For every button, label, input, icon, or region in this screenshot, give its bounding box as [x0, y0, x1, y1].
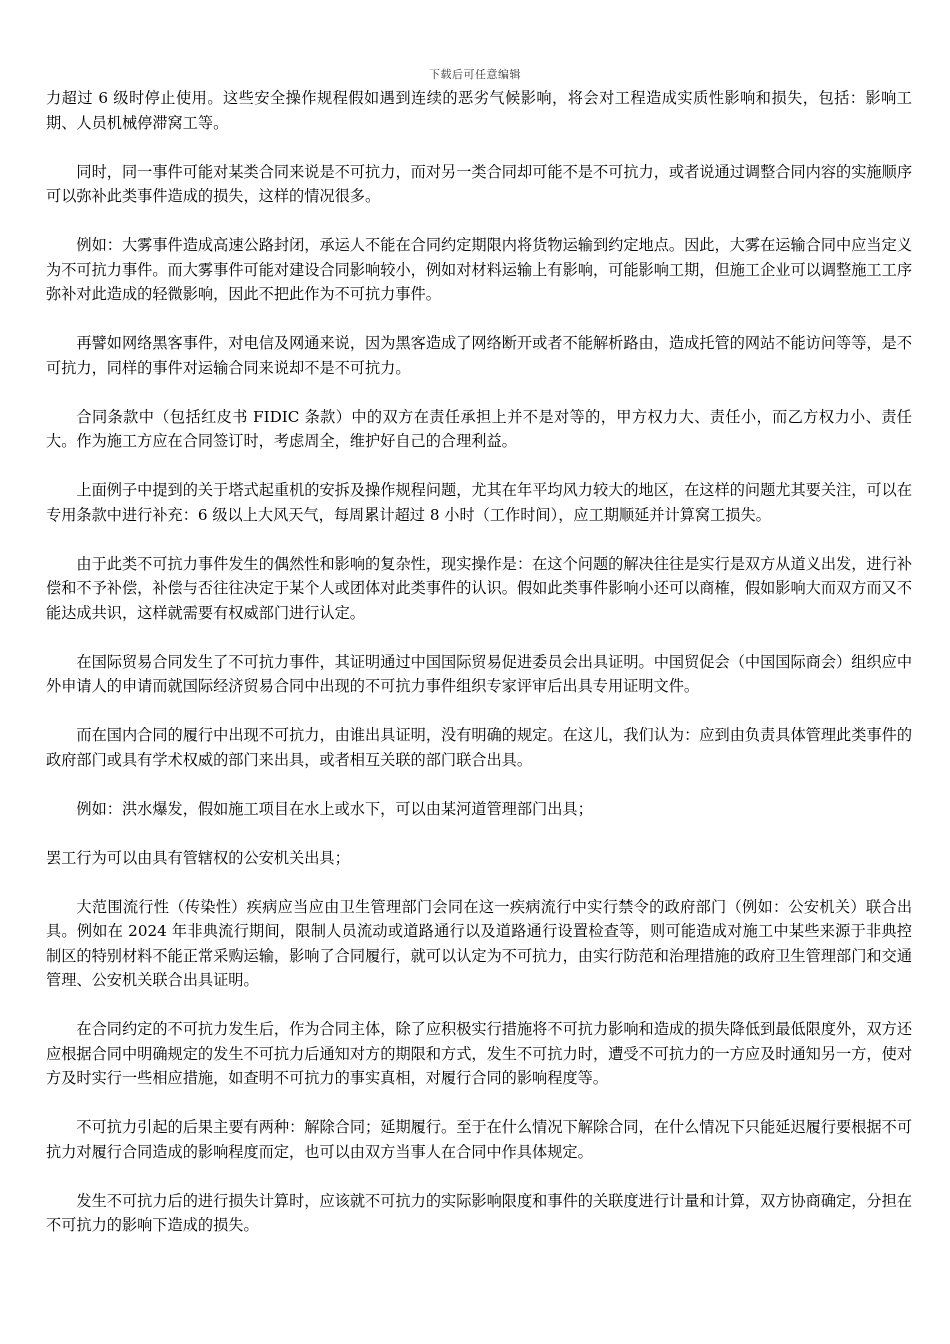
- paragraph: 在国际贸易合同发生了不可抗力事件，其证明通过中国国际贸易促进委员会出具证明。中国贸促会（中国国际商会）组织应中外申请人的申请而就国际经济贸易合同中出现的不可抗力事件组织专家评审后出具专用证明文件。: [46, 652, 912, 695]
- paragraph: 罢工行为可以由具有管辖权的公安机关出具；: [46, 848, 350, 867]
- paragraph: 同时，同一事件可能对某类合同来说是不可抗力，而对另一类合同却可能不是不可抗力，或者说通过调整合同内容的实施顺序可以弥补此类事件造成的损失，这样的情况很多。: [46, 162, 912, 205]
- paragraph: 合同条款中（包括红皮书 FIDIC 条款）中的双方在责任承担上并不是对等的，甲方权力大、责任小，而乙方权力小、责任大。作为施工方应在合同签订时，考虑周全，维护好自己的合理利益。: [46, 407, 912, 450]
- paragraph: 上面例子中提到的关于塔式起重机的安拆及操作规程问题，尤其在年平均风力较大的地区，在这样的问题尤其要关注，可以在专用条款中进行补充：6 级以上大风天气，每周累计超过 8 小时（工作时间），应工期顺延并计算窝工损失。: [46, 481, 912, 524]
- paragraph: 不可抗力引起的后果主要有两种：解除合同；延期履行。至于在什么情况下解除合同，在什么情况下只能延迟履行要根据不可抗力对履行合同造成的影响程度而定，也可以由双方当事人在合同中作具体规定。: [46, 1118, 912, 1161]
- paragraph: 由于此类不可抗力事件发生的偶然性和影响的复杂性，现实操作是：在这个问题的解决往往是实行是双方从道义出发，进行补偿和不予补偿，补偿与否往往决定于某个人或团体对此类事件的认识。假如此类事件影响小还可以商榷，假如影响大而双方而又不能达成共识，这样就需要有权威部门进行认定。: [46, 554, 912, 622]
- paragraph: 例如：洪水爆发，假如施工项目在水上或水下，可以由某河道管理部门出具；: [76, 799, 593, 818]
- paragraph: 在合同约定的不可抗力发生后，作为合同主体，除了应积极实行措施将不可抗力影响和造成的损失降低到最低限度外，双方还应根据合同中明确规定的发生不可抗力后通知对方的期限和方式，发生不可抗力时，遭受不可抗力的一方应及时通知另一方，使对方及时实行一些相应措施，如查明不可抗力的事实真相，对履行合同的影响程度等。: [46, 1020, 912, 1087]
- paragraph: 大范围流行性（传染性）疾病应当应由卫生管理部门会同在这一疾病流行中实行禁令的政府部门（例如：公安机关）联合出具。例如在 2024 年非典流行期间，限制人员流动或道路通行以及道路通行设置检查等，则可能造成对施工中某些来源于非典控制区的特别材料不能正常采购运输，影响了合同履行，就可以认定为不可抗力，由实行防范和治理措施的政府卫生管理部门和交通管理、公安机关联合出具证明。: [46, 897, 912, 989]
- paragraph: 力超过 6 级时停止使用。这些安全操作规程假如遇到连续的恶劣气候影响，将会对工程造成实质性影响和损失，包括：影响工期、人员机械停滞窝工等。: [46, 89, 912, 132]
- paragraph: 发生不可抗力后的进行损失计算时，应该就不可抗力的实际影响限度和事件的关联度进行计量和计算，双方协商确定，分担在不可抗力的影响下造成的损失。: [46, 1191, 912, 1234]
- document-body: [46, 86, 912, 1262]
- paragraph: 而在国内合同的履行中出现不可抗力，由谁出具证明，没有明确的规定。在这儿，我们认为：应到由负责具体管理此类事件的政府部门或具有学术权威的部门来出具，或者相互关联的部门联合出具。: [46, 726, 912, 769]
- paragraph: 再譬如网络黑客事件，对电信及网通来说，因为黑客造成了网络断开或者不能解析路由，造成托管的网站不能访问等等，是不可抗力，同样的事件对运输合同来说却不是不可抗力。: [46, 334, 912, 377]
- page-header: 下载后可任意编辑: [429, 68, 521, 81]
- paragraph: 例如：大雾事件造成高速公路封闭，承运人不能在合同约定期限内将货物运输到约定地点。因此，大雾在运输合同中应当定义为不可抗力事件。而大雾事件可能对建设合同影响较小，例如对材料运输上有影响，可能影响工期，但施工企业可以调整施工工序弥补对此造成的轻微影响，因此不把此作为不可抗力事件。: [46, 236, 912, 303]
